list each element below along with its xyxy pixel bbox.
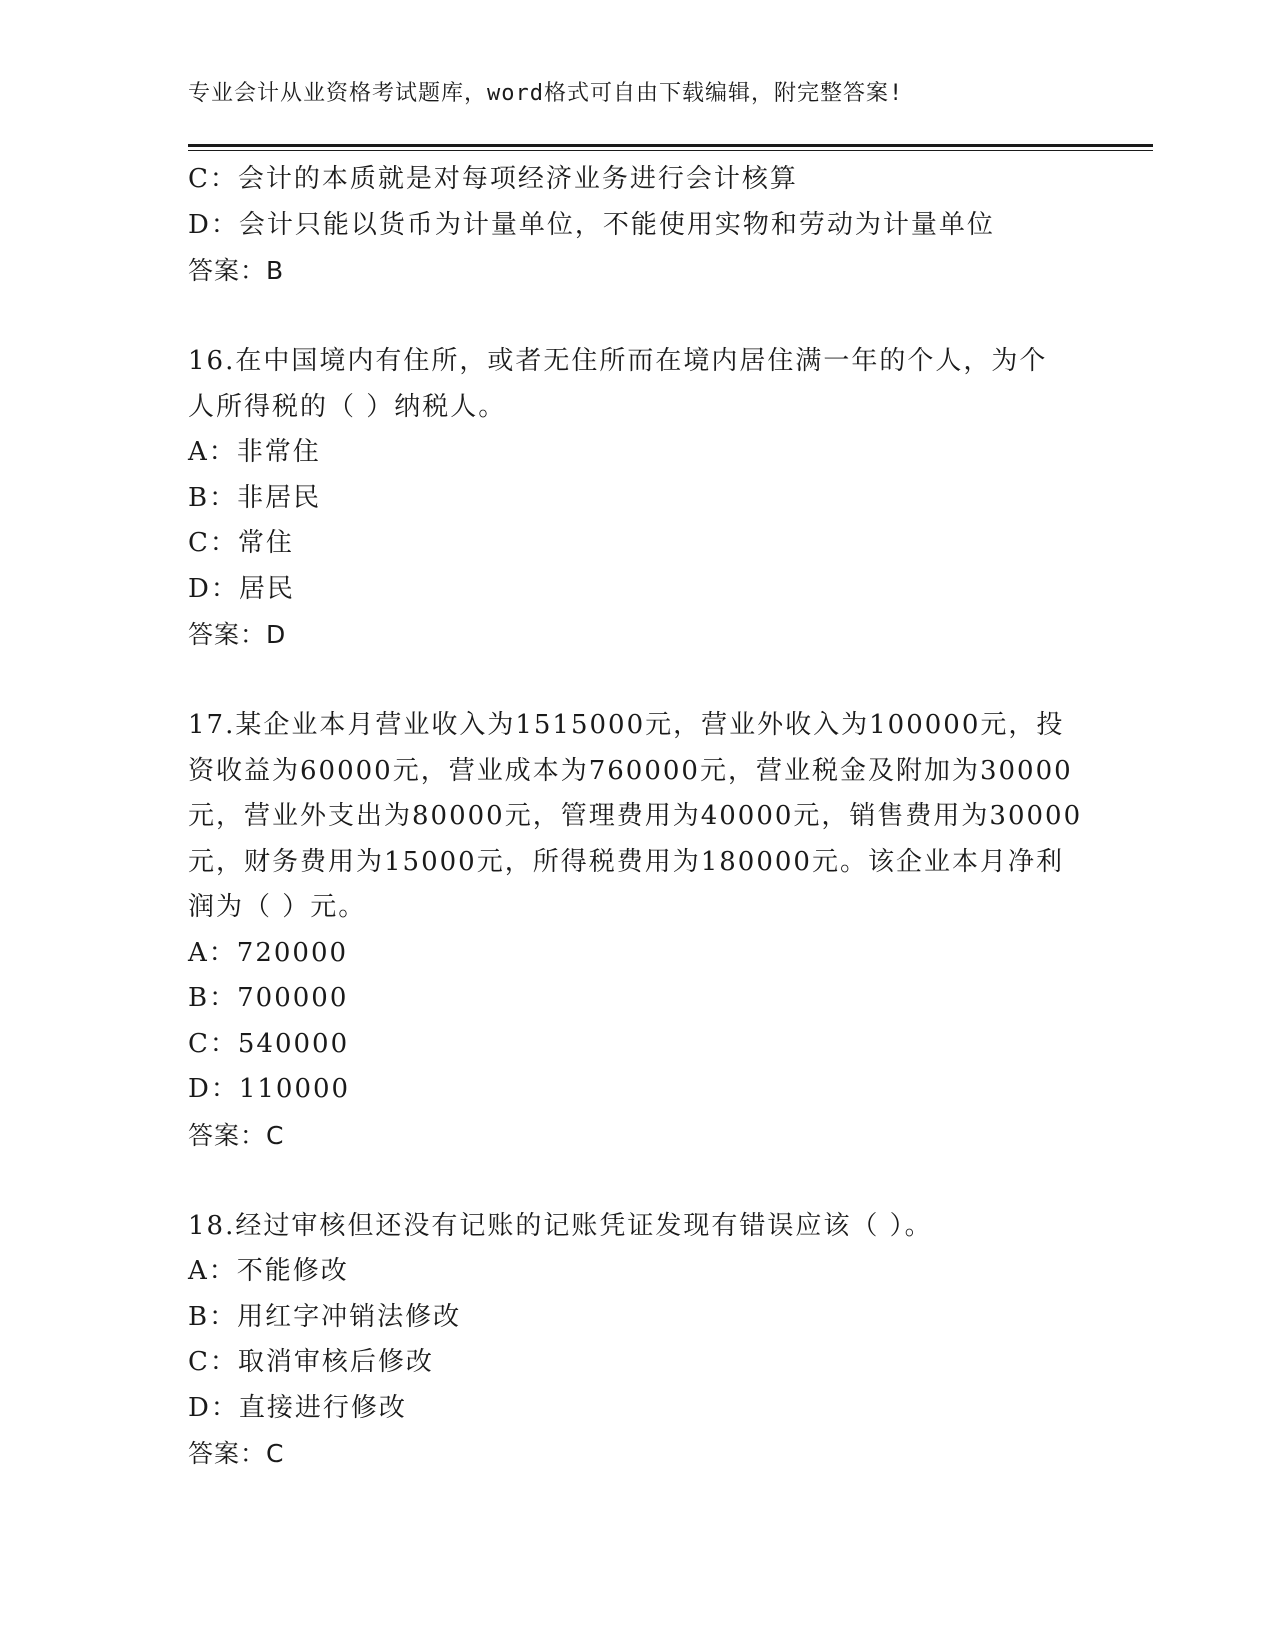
q18-option-c: C：取消审核后修改	[188, 1347, 434, 1377]
page-header: 专业会计从业资格考试题库，word格式可自由下载编辑，附完整答案!	[188, 81, 904, 106]
q16-option-a: A：非常住	[188, 437, 321, 467]
header-divider-thick	[188, 144, 1153, 147]
q16-option-b: B：非居民	[188, 482, 322, 513]
q16-stem-line-1: 16.在中国境内有住所，或者无住所而在境内居住满一年的个人，为个	[188, 346, 1048, 376]
q16-option-c: C：常住	[188, 528, 294, 558]
spacer	[188, 1158, 1088, 1204]
q17-option-c: C：540000	[188, 1028, 350, 1059]
q18-option-d: D：直接进行修改	[188, 1392, 407, 1423]
document-body	[188, 157, 1088, 1477]
spacer	[188, 658, 1088, 704]
q17-option-d: D：110000	[188, 1074, 351, 1104]
q17-option-b: B：700000	[188, 983, 349, 1013]
q18-answer: 答案：C	[188, 1439, 285, 1468]
q18-option-b: B：用红字冲销法修改	[188, 1301, 462, 1332]
q18-option-a: A：不能修改	[188, 1256, 349, 1286]
prev-question-answer: 答案：B	[188, 256, 285, 285]
q17-stem-line-5: 润为（ ）元。	[188, 892, 367, 922]
q17-stem-line-2: 资收益为60000元，营业成本为760000元，营业税金及附加为30000	[188, 755, 1073, 786]
header-divider-thin	[188, 150, 1153, 151]
q16-answer: 答案：D	[188, 620, 287, 649]
q16-stem-line-2: 人所得税的（ ）纳税人。	[188, 391, 507, 422]
spacer	[188, 294, 1088, 340]
q17-stem-line-4: 元，财务费用为15000元，所得税费用为180000元。该企业本月净利	[188, 846, 1064, 877]
q17-option-a: A：720000	[188, 937, 349, 968]
prev-question-option-c: C：会计的本质就是对每项经济业务进行会计核算	[188, 164, 798, 194]
q17-stem-line-3: 元，营业外支出为80000元，管理费用为40000元，销售费用为30000	[188, 801, 1083, 831]
q16-option-d: D：居民	[188, 573, 295, 604]
prev-question-option-d: D：会计只能以货币为计量单位，不能使用实物和劳动为计量单位	[188, 209, 995, 240]
q17-stem-line-1: 17.某企业本月营业收入为1515000元，营业外收入为100000元，投	[188, 710, 1065, 740]
q18-stem-line-1: 18.经过审核但还没有记账的记账凭证发现有错误应该（ ）。	[188, 1210, 933, 1241]
q17-answer: 答案：C	[188, 1120, 285, 1150]
